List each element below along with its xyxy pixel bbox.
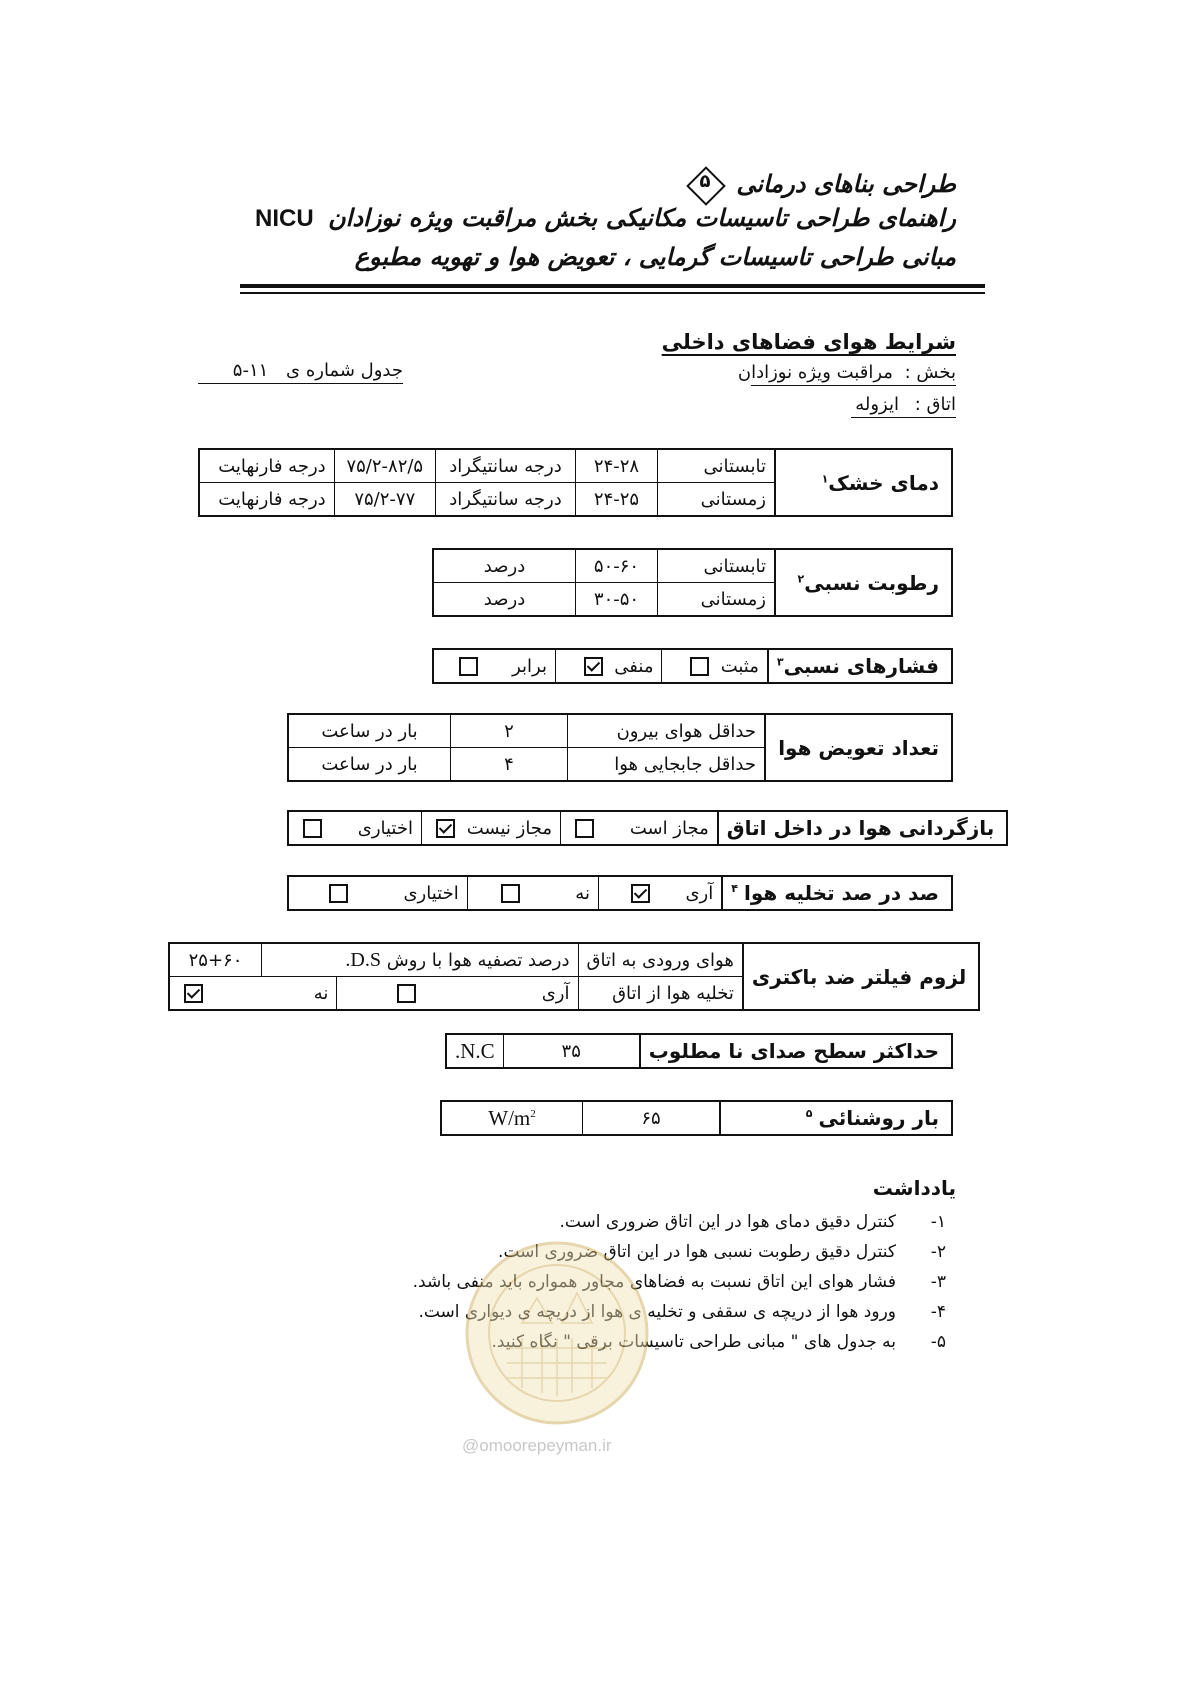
pressure-table xyxy=(432,648,953,684)
lighting-table xyxy=(440,1100,953,1136)
filter-row-intake: هوای ورودی به اتاق xyxy=(578,943,743,977)
filter-label: لزوم فیلتر ضد باکتری xyxy=(743,943,979,1010)
recirc-option-not-allowed: مجاز نیست xyxy=(422,811,561,845)
humidity-unit: درصد xyxy=(433,583,576,617)
filter-intake-desc: درصد تصفیه هوا با روش D.S. xyxy=(262,943,579,977)
section-title: شرایط هوای فضاهای داخلی xyxy=(661,330,956,354)
filter-exhaust-no: نه xyxy=(169,977,337,1011)
noise-value: ۳۵ xyxy=(503,1034,640,1068)
celsius-range: ۲۴-۲۵ xyxy=(576,483,658,517)
filter-row-exhaust: تخلیه هوا از اتاق xyxy=(578,977,743,1011)
note-text: فشار هوای این اتاق نسبت به فضاهای مجاور همواره باید منفی باشد. xyxy=(412,1272,896,1292)
recirc-option-optional: اختیاری xyxy=(288,811,422,845)
nicu-tag: NICU xyxy=(255,205,314,232)
fahrenheit-range: ۷۵/۲-۷۷ xyxy=(334,483,435,517)
humidity-range: ۳۰-۵۰ xyxy=(576,583,658,617)
season-summer: تابستانی xyxy=(658,449,776,483)
table-number xyxy=(198,360,403,384)
checkbox-empty-icon xyxy=(397,984,416,1003)
filter-table xyxy=(168,942,980,1011)
pressure-option-equal: برابر xyxy=(433,649,556,683)
doc-title-line3: مبانی طراحی تاسیسات گرمایی ، تعویض هوا و تهویه مطبوع xyxy=(354,243,956,271)
exhaust-label: صد در صد تخلیه هوا$^۴$ xyxy=(722,876,952,910)
note-number: ۵- xyxy=(930,1332,946,1352)
room-line xyxy=(851,394,956,418)
season-winter: زمستانی xyxy=(658,483,776,517)
noise-table xyxy=(445,1033,953,1069)
ward-value: مراقبت ویژه نوزادان xyxy=(737,362,893,383)
noise-unit: N.C. xyxy=(446,1034,503,1068)
checkbox-checked-icon xyxy=(184,984,203,1003)
recirculation-label: بازگردانی هوا در داخل اتاق xyxy=(718,811,1008,845)
ward-label: بخش : xyxy=(904,362,956,383)
air-change-label: تعداد تعویض هوا xyxy=(765,714,952,781)
checkbox-empty-icon xyxy=(459,657,478,676)
filter-method: D.S. xyxy=(345,948,381,971)
note-item xyxy=(559,1212,946,1232)
checkbox-empty-icon xyxy=(690,657,709,676)
recirc-option-allowed: مجاز است xyxy=(561,811,718,845)
doc-subtitle-text: راهنمای طراحی تاسیسات مکانیکی بخش مراقبت ویژه نوزادان xyxy=(328,204,956,232)
exhaust-option-optional: اختیاری xyxy=(288,876,467,910)
celsius-unit: درجه سانتیگراد xyxy=(435,449,575,483)
celsius-unit: درجه سانتیگراد xyxy=(435,483,575,517)
fahrenheit-unit: درجه فارنهایت xyxy=(199,449,334,483)
noise-label: حداکثر سطح صدای نا مطلوب xyxy=(640,1034,952,1068)
checkbox-empty-icon xyxy=(575,819,594,838)
ward-line xyxy=(737,362,956,386)
humidity-table xyxy=(432,548,953,617)
checkbox-empty-icon xyxy=(303,819,322,838)
doc-title-text: طراحی بناهای درمانی xyxy=(736,170,956,198)
room-value: ایزوله xyxy=(855,394,900,415)
note-number: ۳- xyxy=(930,1272,946,1292)
air-change-table xyxy=(287,713,953,782)
note-number: ۴- xyxy=(930,1302,946,1322)
lighting-value: ۶۵ xyxy=(583,1101,721,1135)
air-change-unit: بار در ساعت xyxy=(288,714,451,748)
air-change-value: ۴ xyxy=(451,748,568,782)
room-label: اتاق : xyxy=(914,394,956,415)
badge-number: ۵ xyxy=(699,171,711,192)
note-number: ۲- xyxy=(930,1242,946,1262)
header-rule-thin xyxy=(240,292,985,294)
air-change-value: ۲ xyxy=(451,714,568,748)
celsius-range: ۲۴-۲۸ xyxy=(576,449,658,483)
watermark-seal-icon xyxy=(462,1238,652,1428)
recirculation-table xyxy=(287,810,1008,846)
fahrenheit-unit: درجه فارنهایت xyxy=(199,483,334,517)
air-change-name: حداقل هوای بیرون xyxy=(568,714,766,748)
checkbox-checked-icon xyxy=(584,657,603,676)
notes-title: یادداشت xyxy=(872,1176,956,1200)
humidity-label: رطوبت نسبی$^۲$ xyxy=(775,549,952,616)
humidity-unit: درصد xyxy=(433,549,576,583)
doc-title-line2 xyxy=(255,204,956,233)
checkbox-checked-icon xyxy=(436,819,455,838)
exhaust-option-no: نه xyxy=(467,876,598,910)
checkbox-empty-icon xyxy=(329,884,348,903)
checkbox-checked-icon xyxy=(631,884,650,903)
pressure-label: فشارهای نسبی$^۳$ xyxy=(768,649,952,683)
doc-title-line1 xyxy=(688,168,956,202)
humidity-range: ۵۰-۶۰ xyxy=(576,549,658,583)
checkbox-empty-icon xyxy=(501,884,520,903)
dry-temp-label: دمای خشک$^۱$ xyxy=(775,449,952,516)
watermark-text: @omoorepeyman.ir xyxy=(462,1436,612,1455)
exhaust-table xyxy=(287,875,953,911)
filter-exhaust-yes: آری xyxy=(337,977,578,1011)
note-text: کنترل دقیق دمای هوا در این اتاق ضروری است. xyxy=(559,1212,896,1232)
lighting-label: بار روشنائی$^۵$ xyxy=(720,1101,952,1135)
table-number-value: ۱۱-۵ xyxy=(232,360,269,381)
air-change-unit: بار در ساعت xyxy=(288,748,451,782)
table-number-label: جدول شماره ی xyxy=(286,360,403,381)
lighting-unit: $W/m^2$ xyxy=(441,1101,583,1135)
note-text: به جدول های " مبانی طراحی تاسیسات برقی " نگاه کنید. xyxy=(491,1332,896,1352)
fahrenheit-range: ۷۵/۲-۸۲/۵ xyxy=(334,449,435,483)
section-number-badge xyxy=(688,168,722,202)
dry-temp-table xyxy=(198,448,953,517)
season-summer: تابستانی xyxy=(658,549,776,583)
pressure-option-negative: منفی xyxy=(556,649,662,683)
note-number: ۱- xyxy=(930,1212,946,1232)
filter-intake-value: ۲۵+۶۰ xyxy=(169,943,262,977)
note-text: کنترل دقیق رطوبت نسبی هوا در این اتاق ضروری است. xyxy=(498,1242,896,1262)
seal-graphic xyxy=(462,1238,652,1428)
air-change-name: حداقل جابجایی هوا xyxy=(568,748,766,782)
pressure-option-positive: مثبت xyxy=(662,649,768,683)
season-winter: زمستانی xyxy=(658,583,776,617)
header-rule-thick xyxy=(240,284,985,288)
exhaust-option-yes: آری xyxy=(598,876,722,910)
note-text: ورود هوا از دریچه ی سقفی و تخلیه ی هوا از دریچه ی دیواری است. xyxy=(418,1302,896,1322)
